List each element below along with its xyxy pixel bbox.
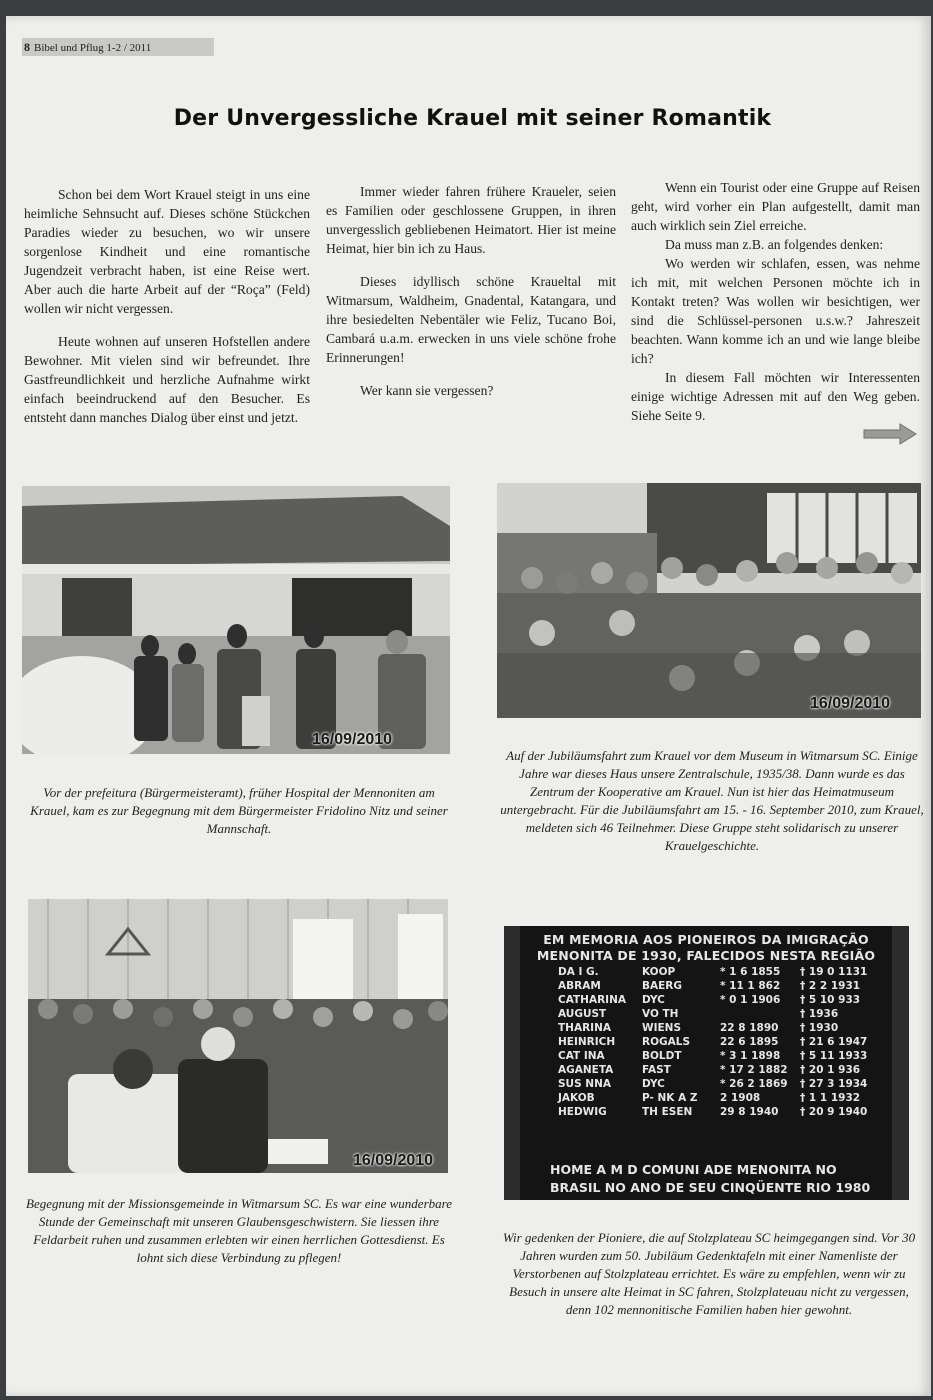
paragraph: Schon bei dem Wort Krauel steigt in uns eine heimliche Sehnsucht auf. Dieses schöne Stückchen Paradies wieder zu besuchen, wo wir unsere sorgenlose Kindheit und eine romantische Jugendzeit verbracht haben, ist eine Reise wert. Aber auch die harte Arbeit auf der “Roça” (Feld) wollen wir nicht vergessen. xyxy=(24,187,310,316)
pioneer-first-name: JAKOB xyxy=(558,1092,595,1104)
death-date: † 2 2 1931 xyxy=(800,980,861,992)
plaque-row xyxy=(558,1078,888,1091)
page-number: 8 xyxy=(24,40,30,54)
plaque-row xyxy=(558,994,888,1007)
pioneer-last-name: BAERG xyxy=(642,980,683,992)
born-date: * 26 2 1869 xyxy=(720,1078,788,1090)
death-date: † 5 11 1933 xyxy=(800,1050,868,1062)
photo-caption: Vor der prefeitura (Bürgermeisteramt), früher Hospital der Mennoniten am Krauel, kam es zur Begegnung mit dem Bürgermeister Fridolino Nitz und seiner Mannschaft. xyxy=(30,785,448,836)
death-date: † 1 1 1932 xyxy=(800,1092,861,1104)
pioneer-first-name: ABRAM xyxy=(558,980,601,992)
plaque-row xyxy=(558,1050,888,1063)
photo-caption: Auf der Jubiläumsfahrt zum Krauel vor dem Museum in Witmarsum SC. Einige Jahre war dieses Haus unsere Zentralschule, 1935/38. Dann wurde es das Zentrum der Kooperative am Krauel. Nun ist hier das Heimatmuseum untergebracht. Für die Jubiläumsfahrt am 15. - 16. September 2010, zum Krauel, meldeten sich 46 Teilnehmer. Diese Gruppe steht solidarisch zu unserer Krauelgeschichte. xyxy=(500,748,924,853)
death-date: † 21 6 1947 xyxy=(800,1036,868,1048)
death-date: † 1930 xyxy=(800,1022,839,1034)
pioneer-first-name: AUGUST xyxy=(558,1008,607,1020)
paragraph: Dieses idyllisch schöne Kraueltal mit Witmarsum, Waldheim, Gnadental, Katangara, und ihre besiedelten Nebentäler wie Feliz, Tucano Boi, Cambará u.a.m. erwecken in uns viele schöne frohe Erinnerungen! xyxy=(326,274,616,365)
magazine-page xyxy=(6,16,931,1396)
date-stamp: 16/09/2010 xyxy=(810,695,891,712)
plaque-row xyxy=(558,1064,888,1077)
born-date: * 1 6 1855 xyxy=(720,966,781,978)
pioneer-last-name: WIENS xyxy=(642,1022,682,1034)
article-title: Der Unvergessliche Krauel mit seiner Romantik xyxy=(173,106,772,131)
running-head xyxy=(22,38,214,56)
death-date: † 5 10 933 xyxy=(800,994,861,1006)
born-date: * 3 1 1898 xyxy=(720,1050,781,1062)
born-date: * 11 1 862 xyxy=(720,980,781,992)
born-date: 22 8 1890 xyxy=(720,1022,779,1034)
photo-caption: Begegnung mit der Missionsgemeinde in Witmarsum SC. Es war eine wunderbare Stunde der Gemeinschaft mit unseren Glaubensgeschwistern. Sie liessen ihre Feldarbeit ruhen und zusammen erlebten wir einen herrlichen Gottesdienst. Es lohnt sich diese Verbindung zu pflegen! xyxy=(26,1196,452,1265)
text-column-1 xyxy=(24,185,310,441)
memorial-plaque xyxy=(520,926,892,1200)
paragraph: Immer wieder fahren frühere Kraueler, seien es Familien oder geschlossene Gruppen, in ihren unvergesslich gebliebenen Heimatort. Hier ist meine Heimat, hier bin ich zu Haus. xyxy=(326,184,616,256)
pioneer-first-name: CAT INA xyxy=(558,1050,605,1062)
photo-prefeitura xyxy=(22,486,450,754)
death-date: † 20 9 1940 xyxy=(800,1106,868,1118)
pioneer-first-name: HEDWIG xyxy=(558,1106,607,1118)
photo-group-museum xyxy=(497,483,921,718)
plaque-row xyxy=(558,1036,888,1049)
photo-prefeitura-image xyxy=(22,486,450,754)
born-date: * 17 2 1882 xyxy=(720,1064,788,1076)
pioneer-last-name: ROGALS xyxy=(642,1036,691,1048)
death-date: † 19 0 1131 xyxy=(800,966,868,978)
born-date: 2 1908 xyxy=(720,1092,761,1104)
photo-group-museum-image xyxy=(497,483,921,718)
pioneer-first-name: AGANETA xyxy=(558,1064,614,1076)
pioneer-first-name: THARINA xyxy=(558,1022,611,1034)
plaque-row xyxy=(558,1008,888,1021)
pioneer-last-name: KOOP xyxy=(642,966,676,978)
arrow-right-icon xyxy=(862,423,918,445)
photo-missionsgemeinde xyxy=(28,899,448,1173)
death-date: † 1936 xyxy=(800,1008,839,1020)
photo-memorial-plaque xyxy=(504,926,909,1200)
date-stamp: 16/09/2010 xyxy=(312,731,393,748)
plaque-row xyxy=(558,1106,888,1119)
plaque-row xyxy=(558,980,888,993)
plaque-header: MENONITA DE 1930, FALECIDOS NESTA REGIÃO xyxy=(536,948,876,963)
photo-caption: Wir gedenken der Pioniere, die auf Stolzplateau SC heimgegangen sind. Vor 30 Jahren wurden zum 50. Jubiläum Gedenktafeln mit einer Namenliste der Verstorbenen auf Stolzplateau errichtet. Es wäre zu empfehlen, wenn wir zu Besuch in unsere alte Heimat in SC fahren, Stolzplateuau nicht zu vergessen, denn 102 mennonitische Familien haben hier gewohnt. xyxy=(502,1230,916,1317)
pioneer-first-name: SUS NNA xyxy=(558,1078,612,1090)
plaque-footer: HOME A M D COMUNI ADE MENONITA NO xyxy=(550,1162,837,1177)
pioneer-last-name: P- NK A Z xyxy=(642,1092,698,1104)
plaque-row xyxy=(558,1092,888,1105)
paragraph: Wenn ein Tourist oder eine Gruppe auf Reisen geht, wird vorher ein Plan aufgestellt, damit man auch wirklich sein Ziel erreiche. xyxy=(631,180,920,233)
paragraph: Heute wohnen auf unseren Hofstellen andere Bewohner. Mit vielen sind wir befreundet. Ihre Gastfreundlichkeit und herzliche Aufnahme wirkt einfach beeindruckend auf den Besucher. Es entsteht dann manches Dialog über einst und jetzt. xyxy=(24,334,310,425)
plaque-row xyxy=(558,1022,888,1035)
date-stamp: 16/09/2010 xyxy=(353,1152,434,1169)
pioneer-last-name: DYC xyxy=(642,994,665,1006)
paragraph: Wo werden wir schlafen, essen, was nehme ich mit, mit welchen Personen möchte ich in Kontakt treten? Was wollen wir besichtigen, wer sind die Schlüssel-personen u.s.w.? Jahreszeit beachten. Wann komme ich an und wie lange bleibe ich? xyxy=(631,256,920,366)
pioneer-first-name: HEINRICH xyxy=(558,1036,616,1048)
paragraph: Wer kann sie vergessen? xyxy=(360,383,494,398)
born-date: * 0 1 1906 xyxy=(720,994,781,1006)
pioneer-last-name: TH ESEN xyxy=(642,1106,693,1118)
paragraph: In diesem Fall möchten wir Interessenten einige wichtige Adressen mit auf den Weg geben. Siehe Seite 9. xyxy=(631,370,920,423)
born-date: 22 6 1895 xyxy=(720,1036,779,1048)
pioneer-last-name: DYC xyxy=(642,1078,665,1090)
pioneer-first-name: DA I G. xyxy=(558,966,599,978)
photo-missionsgemeinde-image xyxy=(28,899,448,1173)
text-column-3 xyxy=(631,178,920,425)
pioneer-last-name: FAST xyxy=(642,1064,671,1076)
death-date: † 27 3 1934 xyxy=(800,1078,868,1090)
paragraph: Da muss man z.B. an folgendes denken: xyxy=(665,237,884,252)
pioneer-last-name: VO TH xyxy=(642,1008,679,1020)
death-date: † 20 1 936 xyxy=(800,1064,861,1076)
plaque-row xyxy=(558,966,888,979)
pioneer-first-name: CATHARINA xyxy=(558,994,626,1006)
pioneer-last-name: BOLDT xyxy=(642,1050,682,1062)
plaque-header: EM MEMORIA AOS PIONEIROS DA IMIGRAÇÃO xyxy=(543,932,869,947)
publication-name: Bibel und Pflug 1-2 / 2011 xyxy=(34,42,152,54)
plaque-footer: BRASIL NO ANO DE SEU CINQÜENTE RIO 1980 xyxy=(550,1180,871,1195)
text-column-2 xyxy=(326,182,616,414)
born-date: 29 8 1940 xyxy=(720,1106,779,1118)
